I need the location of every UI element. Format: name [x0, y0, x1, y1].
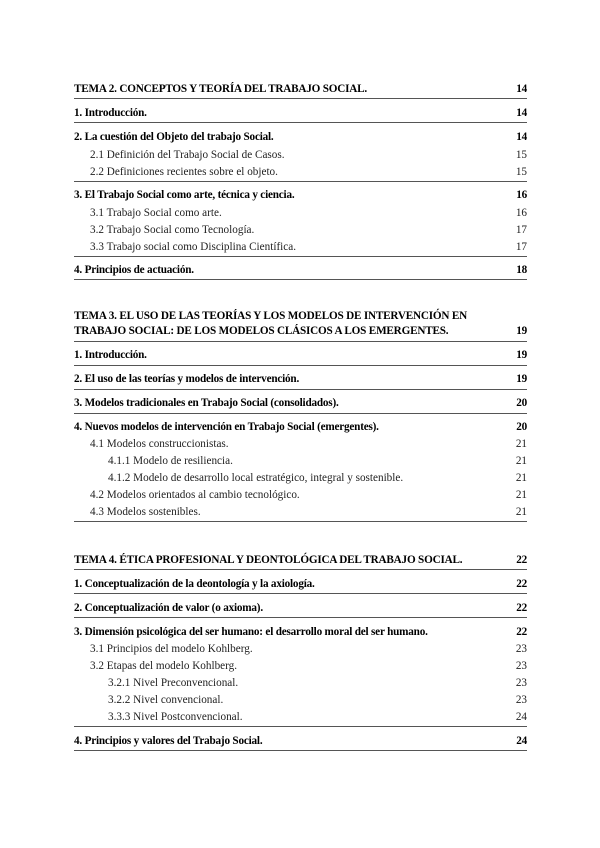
toc-entry-text: 3.3.3 Nivel Postconvencional. [108, 711, 243, 723]
toc-page-number: 19 [516, 325, 527, 337]
toc-entry-text: TEMA 2. CONCEPTOS Y TEORÍA DEL TRABAJO SOCIAL. [74, 83, 368, 95]
divider [74, 750, 527, 751]
toc-page-number: 24 [515, 711, 527, 723]
toc-entry-text: 3. El Trabajo Social como arte, técnica y ciencia. [74, 189, 295, 201]
toc-page-number: 22 [516, 626, 527, 638]
divider [74, 617, 527, 618]
toc-page-number: 23 [515, 660, 527, 672]
toc-entry-text: 3.2.2 Nivel convencional. [108, 694, 224, 706]
toc-page-number: 19 [516, 373, 527, 385]
toc-entry-text: 3. Dimensión psicológica del ser humano: el desarrollo moral del ser humano. [74, 626, 428, 638]
divider [74, 413, 527, 414]
divider [74, 341, 527, 342]
divider [74, 256, 527, 257]
toc-entry-text: 4.2 Modelos orientados al cambio tecnológico. [90, 489, 300, 501]
toc-entry-text: 1. Conceptualización de la deontología y la axiología. [74, 578, 315, 590]
toc-page-number: 21 [515, 489, 527, 501]
divider [74, 726, 527, 727]
toc-page-number: 17 [515, 224, 527, 236]
toc-entry-text: 4.1 Modelos construccionistas. [90, 438, 229, 450]
toc-entry-text: 2.1 Definición del Trabajo Social de Casos. [90, 149, 285, 161]
toc-entry-text: 4.1.2 Modelo de desarrollo local estratégico, integral y sostenible. [108, 472, 404, 484]
toc-entry-text: 4. Principios de actuación. [74, 264, 194, 276]
toc-page-number: 15 [515, 166, 527, 178]
divider [74, 521, 527, 522]
divider [74, 122, 527, 123]
toc-page-number: 20 [516, 421, 527, 433]
toc-page-number: 21 [515, 438, 527, 450]
toc-entry-text: 2.2 Definiciones recientes sobre el objeto. [90, 166, 278, 178]
toc-page-number: 16 [515, 207, 527, 219]
toc-page-number: 16 [516, 189, 527, 201]
toc-page-number: 23 [515, 694, 527, 706]
toc-page-number: 21 [515, 506, 527, 518]
divider [74, 181, 527, 182]
toc-page-number: 21 [515, 472, 527, 484]
toc-page-number: 23 [515, 677, 527, 689]
divider [74, 98, 527, 99]
toc-entry-text: TEMA 4. ÉTICA PROFESIONAL Y DEONTOLÓGICA DEL TRABAJO SOCIAL. [74, 554, 463, 566]
toc-entry-text: 2. El uso de las teorías y modelos de intervención. [74, 373, 300, 385]
toc-page-number: 15 [515, 149, 527, 161]
toc-page-number: 18 [516, 264, 527, 276]
toc-entry-text: TEMA 3. EL USO DE LAS TEORÍAS Y LOS MODELOS DE INTERVENCIÓN EN [74, 310, 468, 322]
toc-entry-text: TRABAJO SOCIAL: DE LOS MODELOS CLÁSICOS A LOS EMERGENTES. [74, 325, 449, 337]
toc-page-number: 20 [516, 397, 527, 409]
divider [74, 593, 527, 594]
toc-page-number: 24 [516, 735, 527, 747]
toc-entry-text: 3.1 Principios del modelo Kohlberg. [90, 643, 253, 655]
toc-entry-text: 2. La cuestión del Objeto del trabajo Social. [74, 131, 274, 143]
toc-page-number: 21 [515, 455, 527, 467]
toc-entry-text: 3.3 Trabajo social como Disciplina Científica. [90, 241, 297, 253]
toc-entry-text: 1. Introducción. [74, 349, 147, 361]
toc-entry-text: 4. Nuevos modelos de intervención en Trabajo Social (emergentes). [74, 421, 379, 433]
toc-page-number: 14 [516, 83, 527, 95]
toc-entry-text: 3.2 Trabajo Social como Tecnología. [90, 224, 255, 236]
toc-entry-text: 3. Modelos tradicionales en Trabajo Social (consolidados). [74, 397, 339, 409]
toc-entry-text: 3.2.1 Nivel Preconvencional. [108, 677, 239, 689]
toc-entry-text: 1. Introducción. [74, 107, 147, 119]
divider [74, 279, 527, 280]
toc-entry-text: 3.2 Etapas del modelo Kohlberg. [90, 660, 238, 672]
toc-page-number: 19 [516, 349, 527, 361]
toc-entry-text: 4.1.1 Modelo de resiliencia. [108, 455, 233, 467]
divider [74, 569, 527, 570]
toc-page-number: 22 [516, 602, 527, 614]
toc-entry-text: 3.1 Trabajo Social como arte. [90, 207, 222, 219]
toc-page-number: 17 [515, 241, 527, 253]
divider [74, 365, 527, 366]
toc-page-number: 14 [516, 107, 527, 119]
toc-page-number: 23 [515, 643, 527, 655]
toc-page-number: 22 [516, 578, 527, 590]
toc-page-number: 14 [516, 131, 527, 143]
toc-page-number: 22 [516, 554, 527, 566]
toc-entry-text: 2. Conceptualización de valor (o axioma). [74, 602, 263, 614]
toc-entry-text: 4.3 Modelos sostenibles. [90, 506, 201, 518]
toc-entry-text: 4. Principios y valores del Trabajo Social. [74, 735, 263, 747]
divider [74, 389, 527, 390]
